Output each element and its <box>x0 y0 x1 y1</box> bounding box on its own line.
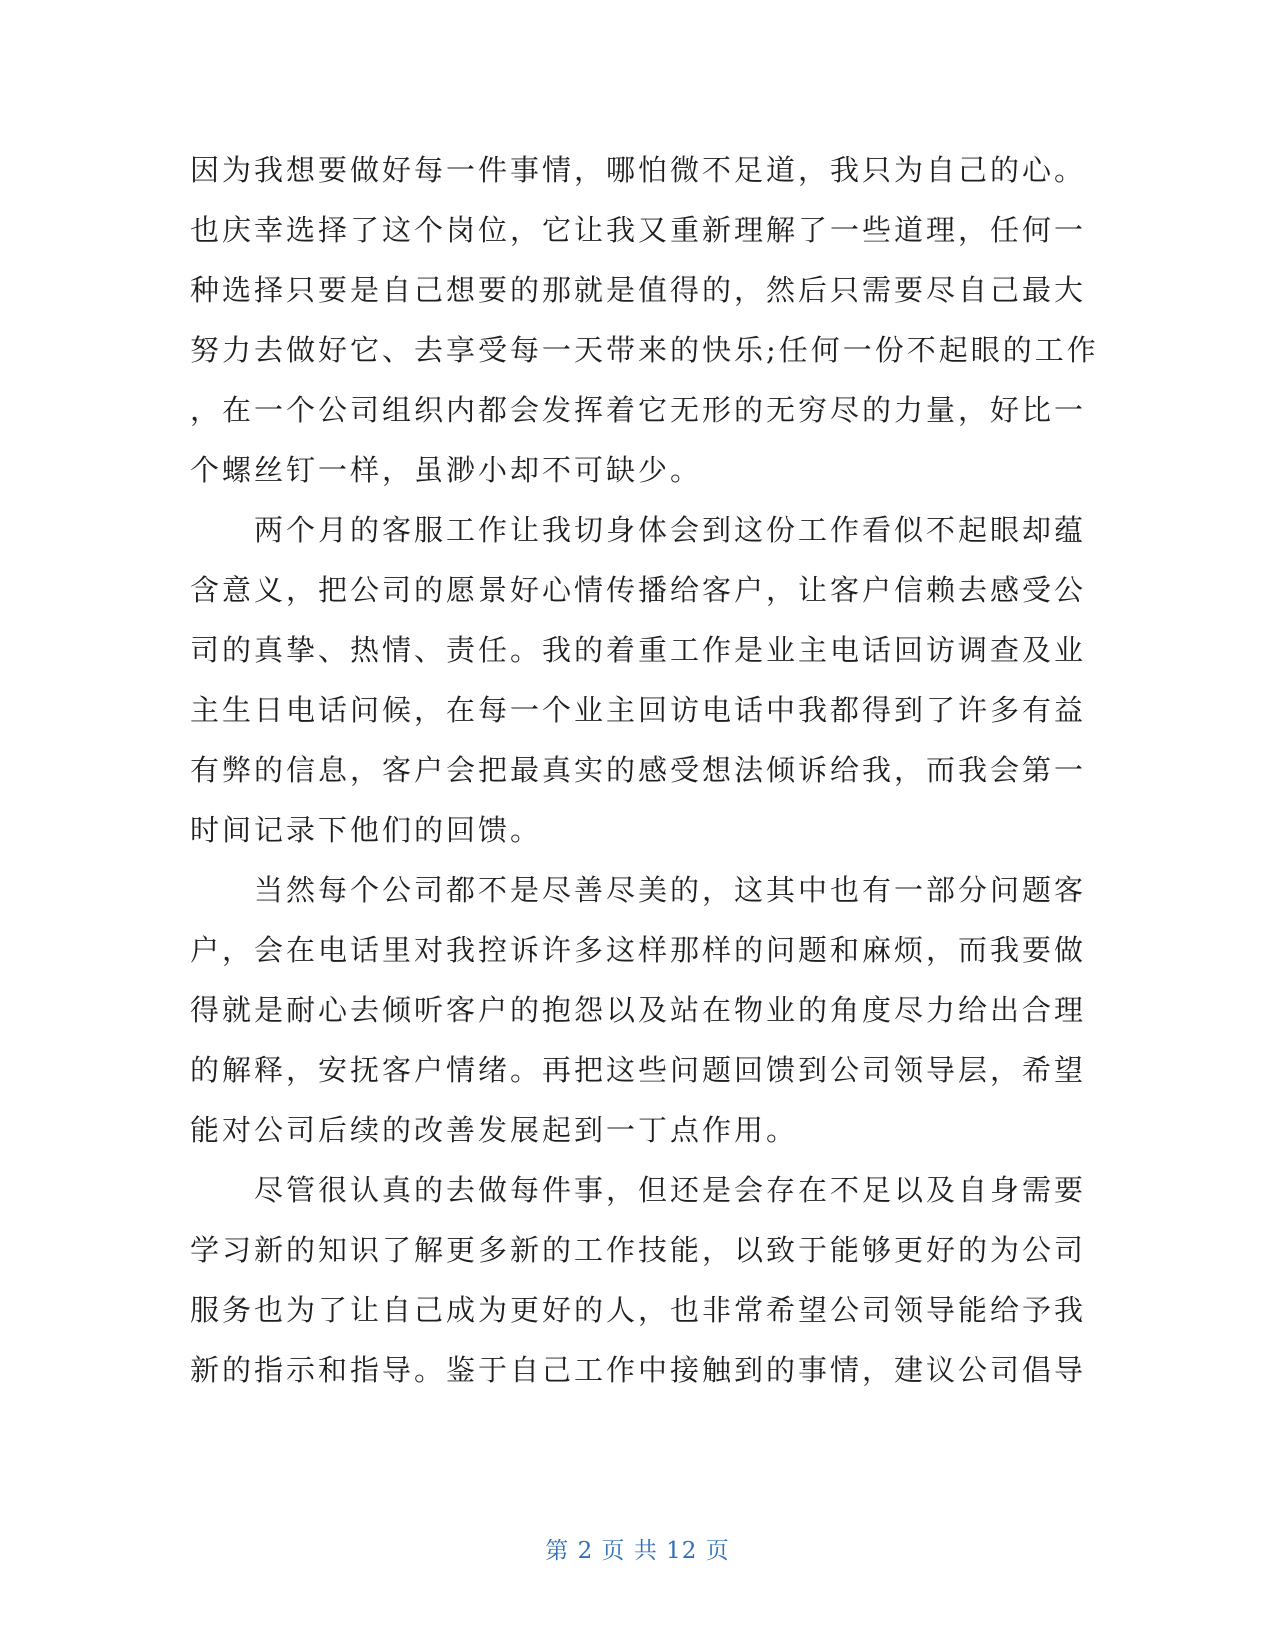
paragraph-2 <box>190 500 1087 860</box>
paragraph-4 <box>190 1160 1087 1400</box>
text-line: 因为我想要做好每一件事情，哪怕微不足道，我只为自己的心。 <box>190 153 1087 187</box>
text-line: 新的指示和指导。鉴于自己工作中接触到的事情，建议公司倡导 <box>190 1353 1087 1387</box>
text-line: 司的真挚、热情、责任。我的着重工作是业主电话回访调查及业 <box>190 633 1087 667</box>
document-body <box>190 140 1099 1400</box>
text-line: 种选择只要是自己想要的那就是值得的，然后只需要尽自己最大 <box>190 273 1087 307</box>
text-line: 得就是耐心去倾听客户的抱怨以及站在物业的角度尽力给出合理 <box>190 993 1087 1027</box>
text-line: 努力去做好它、去享受每一天带来的快乐;任何一份不起眼的工作 <box>190 333 1099 367</box>
text-line: 的解释，安抚客户情绪。再把这些问题回馈到公司领导层，希望 <box>190 1053 1087 1087</box>
text-line: 时间记录下他们的回馈。 <box>190 813 543 847</box>
text-line: 有弊的信息，客户会把最真实的感受想法倾诉给我，而我会第一 <box>190 753 1087 787</box>
text-line: 当然每个公司都不是尽善尽美的，这其中也有一部分问题客 <box>190 873 1087 907</box>
paragraph-1 <box>190 140 1099 500</box>
text-line: 两个月的客服工作让我切身体会到这份工作看似不起眼却蕴 <box>190 513 1087 547</box>
text-line: ，在一个公司组织内都会发挥着它无形的无穷尽的力量，好比一 <box>190 393 1087 427</box>
text-line: 学习新的知识了解更多新的工作技能，以致于能够更好的为公司 <box>190 1233 1087 1267</box>
text-line: 尽管很认真的去做每件事，但还是会存在不足以及自身需要 <box>190 1173 1087 1207</box>
text-line: 个螺丝钉一样，虽渺小却不可缺少。 <box>190 453 703 487</box>
text-line: 服务也为了让自己成为更好的人，也非常希望公司领导能给予我 <box>190 1293 1087 1327</box>
text-line: 能对公司后续的改善发展起到一丁点作用。 <box>190 1113 799 1147</box>
text-line: 含意义，把公司的愿景好心情传播给客户，让客户信赖去感受公 <box>190 573 1087 607</box>
text-line: 主生日电话问候，在每一个业主回访电话中我都得到了许多有益 <box>190 693 1087 727</box>
text-line: 户，会在电话里对我控诉许多这样那样的问题和麻烦，而我要做 <box>190 933 1087 967</box>
paragraph-3 <box>190 860 1087 1160</box>
text-line: 也庆幸选择了这个岗位，它让我又重新理解了一些道理，任何一 <box>190 213 1087 247</box>
page-number-footer: 第 2 页 共 12 页 <box>545 1538 730 1564</box>
